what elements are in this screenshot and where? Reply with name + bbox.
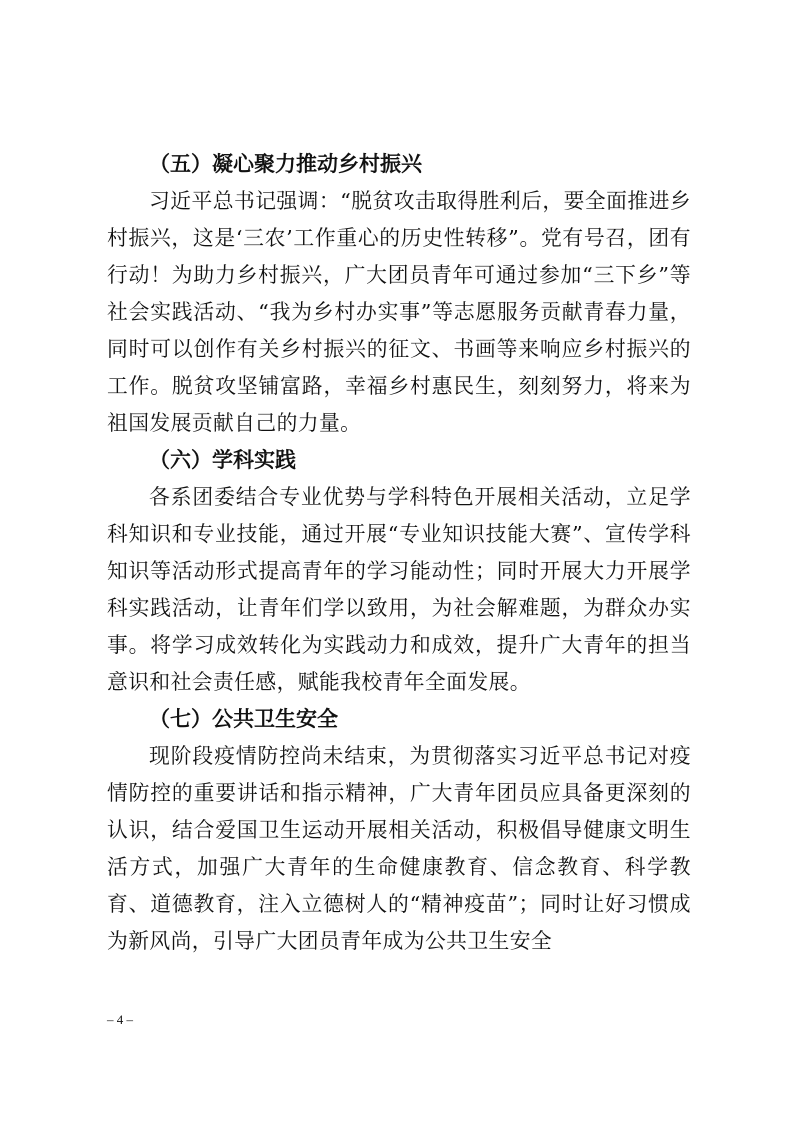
section-paragraph-discipline-practice: 各系团委结合专业优势与学科特色开展相关活动，立足学科知识和专业技能，通过开展“专业知识技能大赛”、宣传学科知识等活动形式提高青年的学习能动性；同时开展大力开展学科实践活动，让青年们学以致用，为社会解难题，为群众办实事。将学习成效转化为实践动力和成效，提升广大青年的担当意识和社会责任感，赋能我校青年全面发展。 (107, 485, 691, 694)
section-heading-discipline-practice: （六）学科实践 (149, 448, 296, 472)
section-heading-public-health: （七）公共卫生安全 (149, 707, 338, 731)
section-paragraph-public-health: 现阶段疫情防控尚未结束，为贯彻落实习近平总书记对疫情防控的重要讲话和指示精神，广大青年团员应具备更深刻的认识，结合爱国卫生运动开展相关活动，积极倡导健康文明生活方式，加强广大青年的生命健康教育、信念教育、科学教育、道德教育，注入立德树人的“精神疫苗”；同时让好习惯成为新风尚，引导广大团员青年成为公共卫生安全 (107, 744, 691, 953)
section-heading-rural-revitalization: （五）凝心聚力推动乡村振兴 (149, 152, 422, 176)
section-paragraph-rural-revitalization: 习近平总书记强调：“脱贫攻击取得胜利后，要全面推进乡村振兴，这是‘三农’工作重心的历史性转移”。党有号召，团有行动！为助力乡村振兴，广大团员青年可通过参加“三下乡”等社会实践活动、“我为乡村办实事”等志愿服务贡献青春力量，同时可以创作有关乡村振兴的征文、书画等来响应乡村振兴的工作。脱贫攻坚铺富路，幸福乡村惠民生，刻刻努力，将来为祖国发展贡献自己的力量。 (107, 189, 691, 435)
page-number: – 4 – (107, 1012, 133, 1027)
document-body (107, 146, 691, 960)
